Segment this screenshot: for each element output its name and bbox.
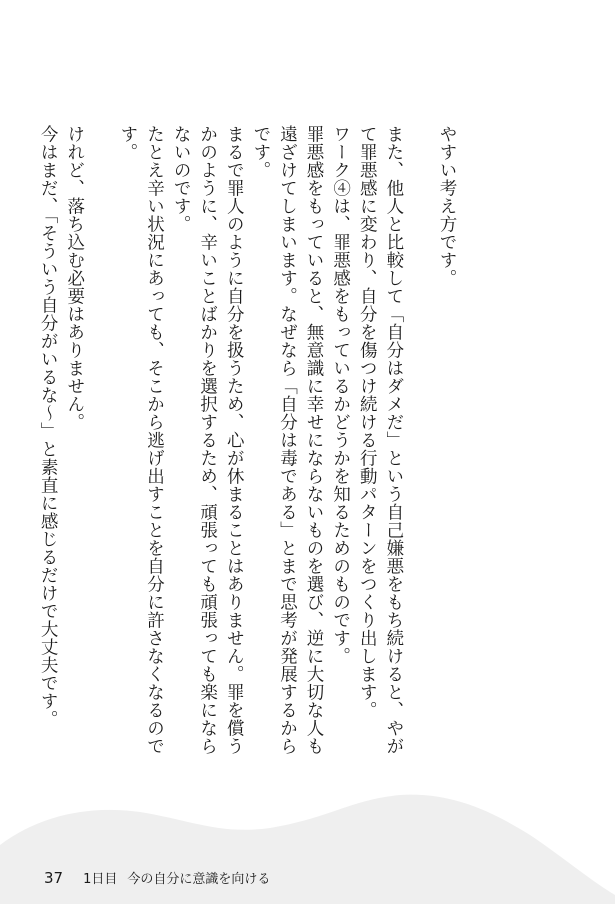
paragraph: けれど、落ち込む必要はありません。: [64, 125, 85, 431]
paragraph: 罪悪感をもっていると、無意識に幸せにならないものを選び、逆に大切な人も遠ざけてしまいます。なぜなら「自分は毒である」とまで思考が発展するからです。: [250, 125, 325, 755]
paragraph: たとえ辛い状況にあっても、そこから逃げ出すことを自分に許さなくなるのです。: [117, 125, 165, 755]
paragraph: 今はまだ、「そういう自分がいるな〜」と素直に感じるだけで大丈夫です。: [38, 125, 59, 729]
paragraph: ワーク④は、罪悪感をもっているかどうかを知るためのものです。: [330, 125, 351, 665]
chapter-label: 1日目: [83, 872, 118, 887]
wave-shape: [0, 795, 615, 904]
paragraph: やすい考え方です。: [437, 125, 457, 287]
chapter-title: 今の自分に意識を向ける: [127, 872, 271, 887]
body-text: [35, 125, 461, 765]
page-number: 37: [44, 869, 64, 887]
paragraph: また、他人と比較して「自分はダメだ」という自己嫌悪をもち続けると、やがて罪悪感に変わり、自分を傷つけ続ける行動パターンをつくり出します。: [357, 125, 404, 755]
page-footer: [44, 868, 270, 887]
paragraph: まるで罪人のように自分を扱うため、心が休まることはありません。罪を償うかのように、辛いことばかりを選択するため、頑張っても頑張っても楽にならないのです。: [171, 125, 245, 755]
